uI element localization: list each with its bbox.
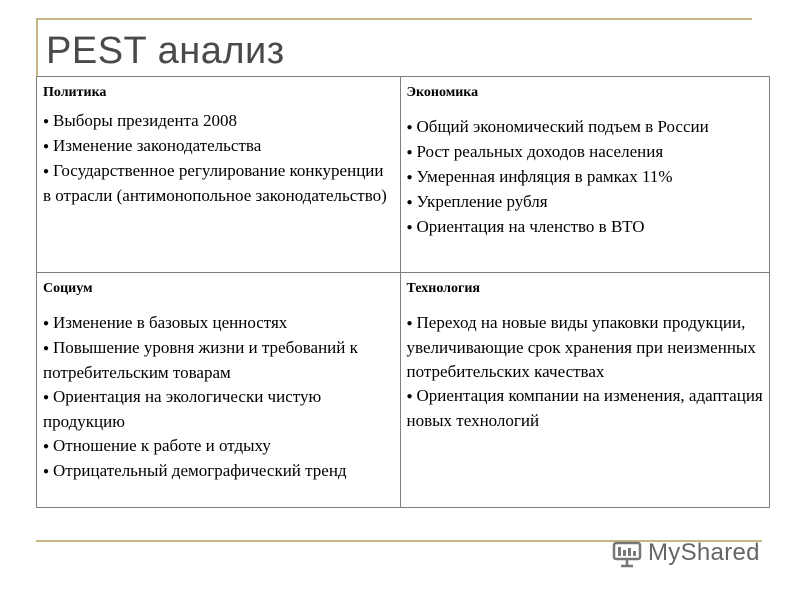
myshared-logo[interactable] bbox=[612, 538, 760, 568]
bullet-icon: ● bbox=[43, 466, 50, 477]
title-left-line bbox=[36, 18, 38, 76]
cell-politics bbox=[37, 77, 401, 273]
bullet-icon: ● bbox=[406, 172, 413, 183]
cell-technology bbox=[400, 273, 769, 508]
list-item: ● Отрицательный демографический тренд bbox=[43, 459, 394, 484]
pest-table bbox=[36, 76, 770, 508]
list-item: ● Переход на новые виды упаковки продукции, увеличивающие срок хранения при неизменных потребительских качествах bbox=[406, 313, 756, 381]
list-item: ● Ориентация компании на изменения, адаптация новых технологий bbox=[406, 386, 763, 430]
list-item: ● Рост реальных доходов населения bbox=[407, 140, 763, 165]
bullet-icon: ● bbox=[406, 318, 413, 329]
heading-society: Социум bbox=[43, 281, 93, 296]
cell-society bbox=[37, 273, 401, 508]
heading-technology: Технология bbox=[406, 281, 480, 296]
bullet-icon: ● bbox=[406, 197, 413, 208]
list-item: ● Общий экономический подъем в России bbox=[407, 115, 763, 140]
bullet-icon: ● bbox=[43, 116, 50, 127]
list-item: ● Ориентация на членство в ВТО bbox=[407, 215, 763, 240]
list-item: ● Умеренная инфляция в рамках 11% bbox=[407, 165, 763, 190]
bullet-icon: ● bbox=[43, 441, 50, 452]
bullet-icon: ● bbox=[406, 122, 413, 133]
list-item: ● Изменение в базовых ценностях bbox=[43, 311, 394, 336]
list-item: ● Государственное регулирование конкуренции в отрасли (антимонопольное законодательство) bbox=[43, 161, 387, 205]
list-item: ● Ориентация на экологически чистую продукцию bbox=[43, 387, 322, 431]
logo-text: MyShared bbox=[648, 539, 760, 566]
page-title: PEST анализ bbox=[46, 30, 285, 72]
bullet-icon: ● bbox=[406, 391, 413, 402]
bullet-icon: ● bbox=[406, 147, 413, 158]
bullet-icon: ● bbox=[43, 141, 50, 152]
bullet-icon: ● bbox=[43, 318, 50, 329]
list-item: ● Укрепление рубля bbox=[407, 190, 763, 215]
title-top-line bbox=[36, 18, 752, 20]
bullet-icon: ● bbox=[406, 222, 413, 233]
list-item: ● Повышение уровня жизни и требований к потребительским товарам bbox=[43, 338, 358, 382]
bullet-icon: ● bbox=[43, 392, 50, 403]
list-item: ● Выборы президента 2008 bbox=[43, 109, 394, 134]
heading-politics: Политика bbox=[43, 85, 107, 100]
list-item: ● Изменение законодательства bbox=[43, 134, 394, 159]
heading-economy: Экономика bbox=[406, 85, 479, 100]
list-item: ● Отношение к работе и отдыху bbox=[43, 434, 394, 459]
bullet-icon: ● bbox=[43, 343, 50, 354]
cell-economy bbox=[400, 77, 769, 273]
bullet-icon: ● bbox=[43, 166, 50, 177]
myshared-logo-icon bbox=[612, 538, 642, 568]
